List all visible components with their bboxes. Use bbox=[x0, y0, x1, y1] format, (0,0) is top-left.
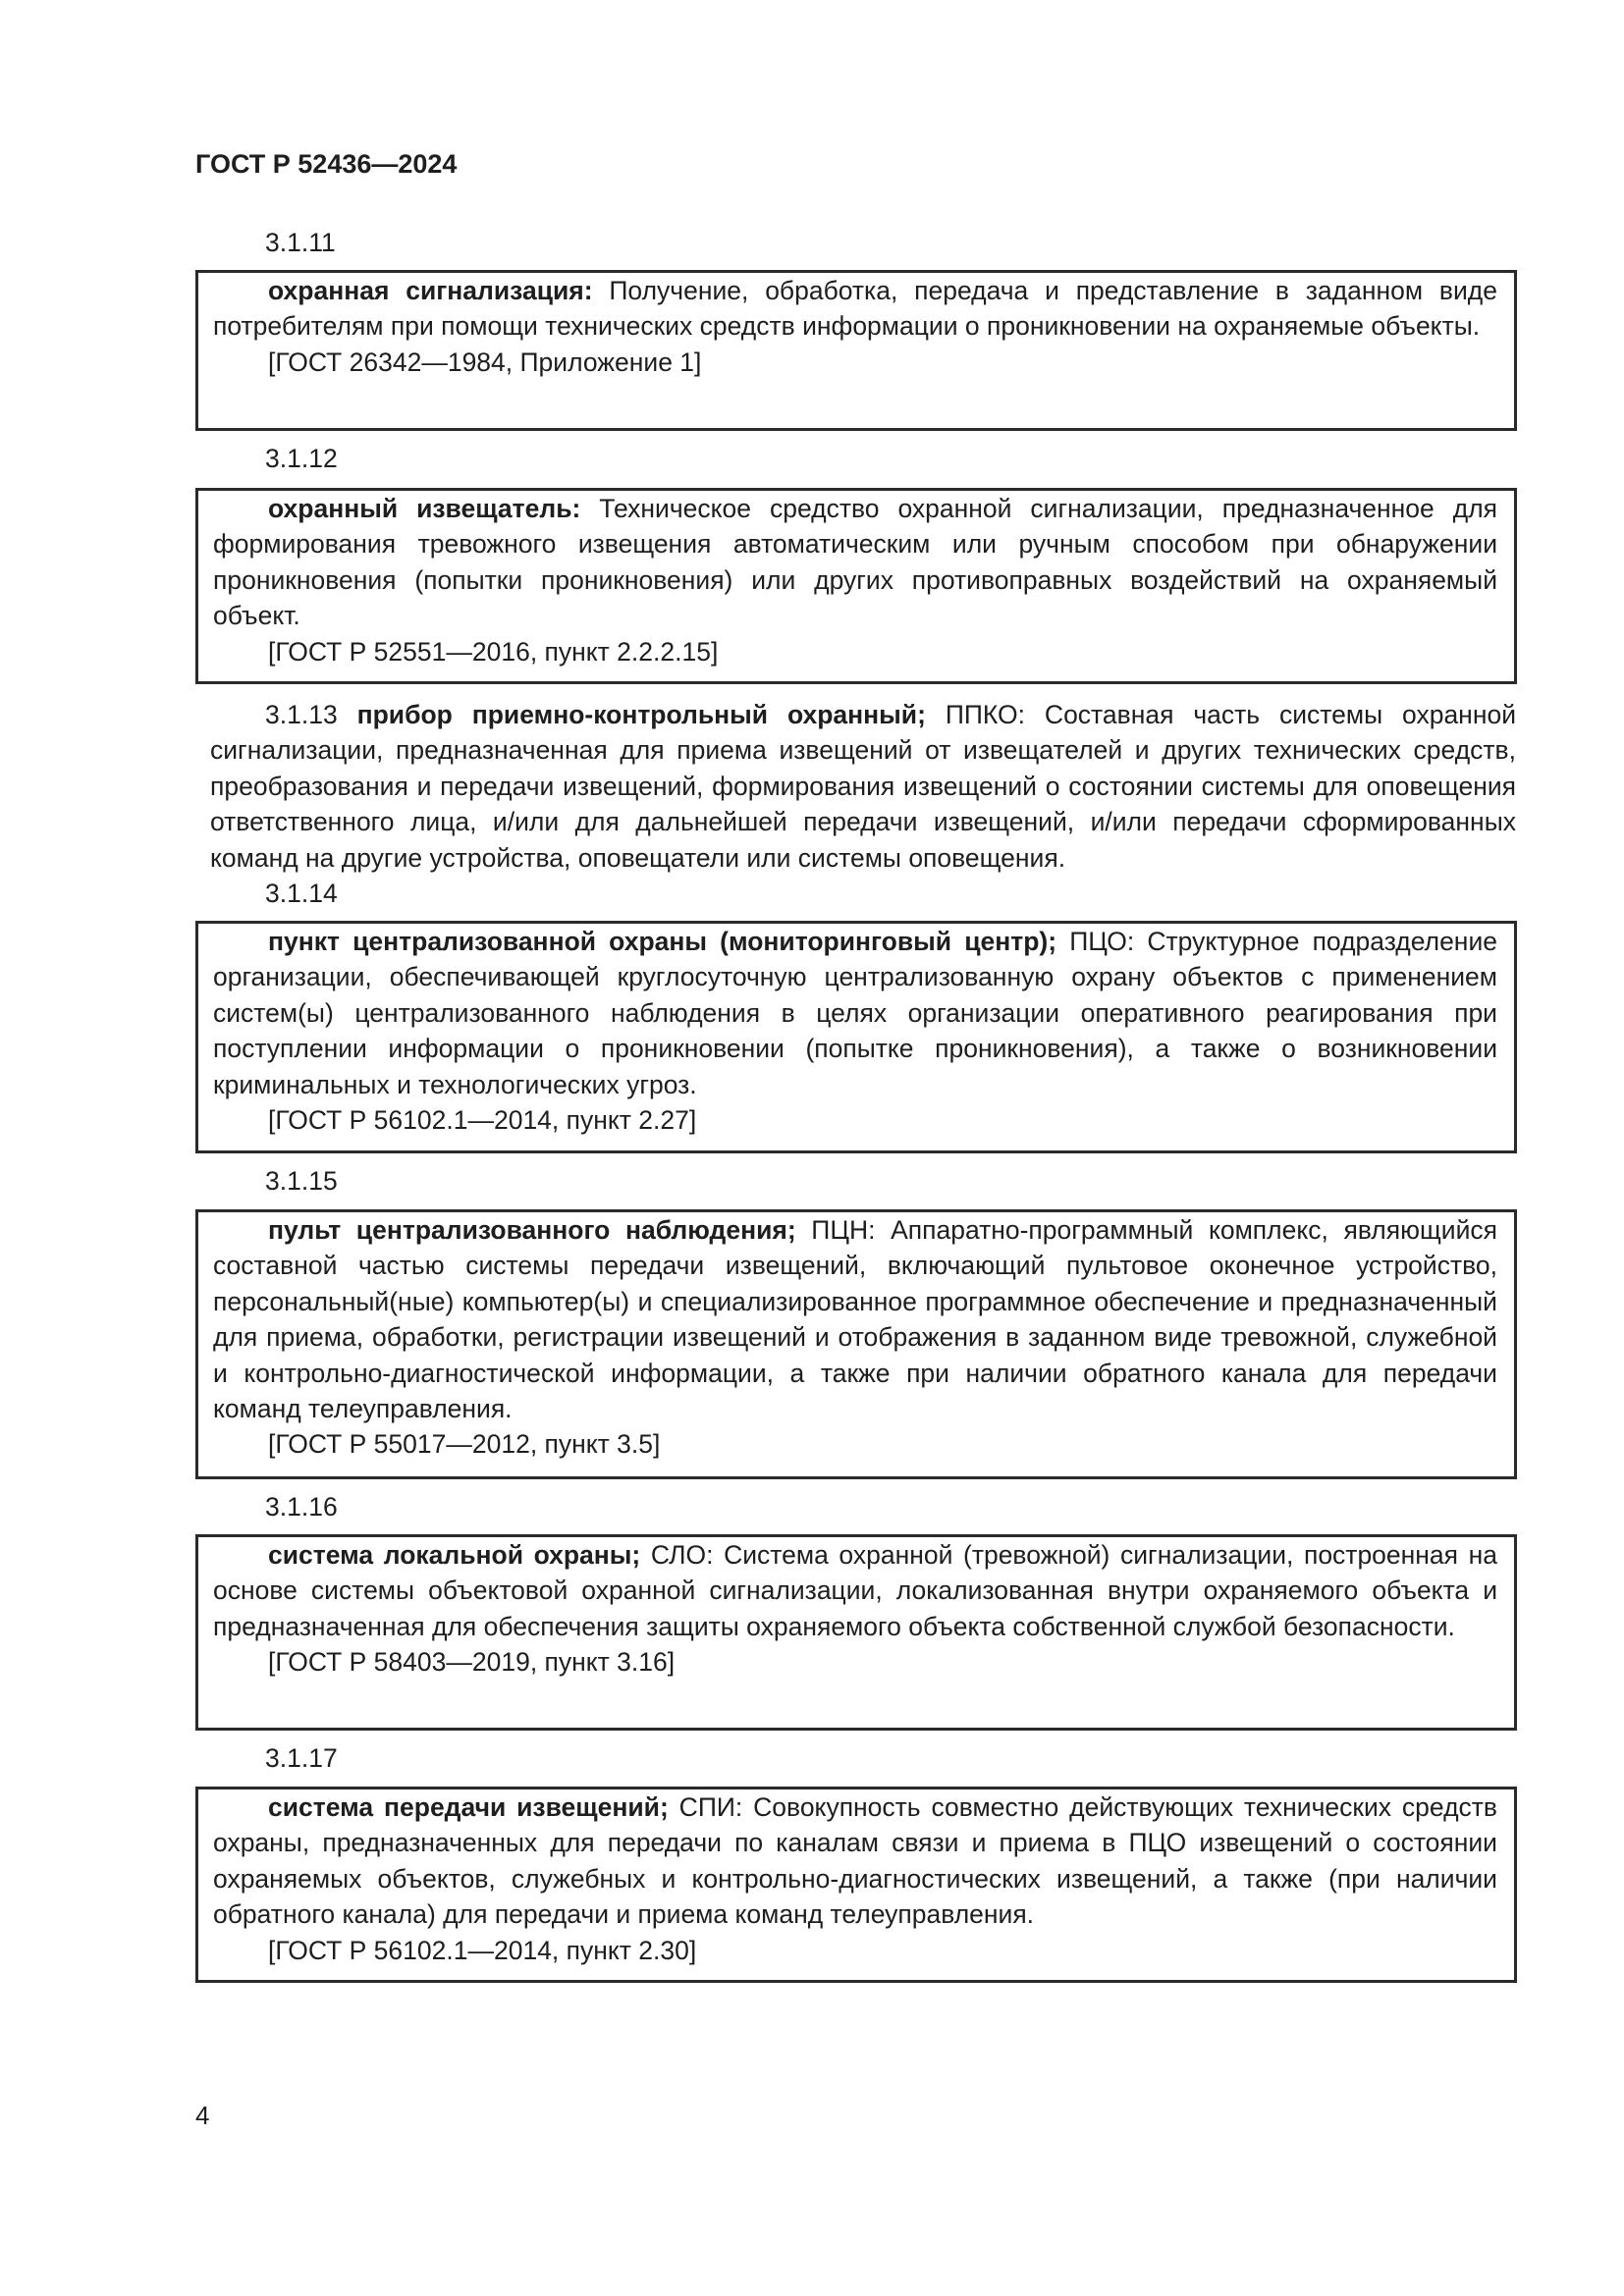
definition-body: СПИ: Совокупность совместно действующих технических средств охраны, предназначенных для передачи по каналам связи и приема в ПЦО извещений о состоянии охраняемых объектов, служебных и контрольно-диагностических извещений, а также (при наличии обратного канала) для передачи и приема команд телеуправления. bbox=[213, 1792, 1497, 1930]
term: охранный извещатель: bbox=[268, 494, 581, 523]
source-reference: [ГОСТ Р 56102.1—2014, пункт 2.27] bbox=[268, 1105, 697, 1136]
term: охранная сигнализация: bbox=[268, 276, 593, 305]
entry-number: 3.1.16 bbox=[265, 1492, 338, 1522]
definition-box bbox=[195, 921, 1517, 1153]
source-reference: [ГОСТ Р 55017—2012, пункт 3.5] bbox=[268, 1429, 661, 1460]
definition-text bbox=[213, 924, 1497, 1102]
definition-body: ПЦО: Структурное подразделение организации, обеспечивающей круглосуточную централизованную охрану объектов с применением систем(ы) централизованного наблюдения в целях организации оперативного реагирования при поступлении информации о проникновении (попытке проникновения), а также о возникновении криминальных и технологических угроз. bbox=[213, 927, 1497, 1099]
term: прибор приемно-контрольный охранный; bbox=[356, 700, 926, 729]
page-number: 4 bbox=[195, 2101, 210, 2130]
definition-text bbox=[213, 1212, 1497, 1426]
definition-box bbox=[195, 270, 1517, 431]
entry-number: 3.1.13 bbox=[265, 700, 338, 729]
source-reference: [ГОСТ Р 56102.1—2014, пункт 2.30] bbox=[268, 1935, 697, 1965]
term: пульт централизованного наблюдения; bbox=[268, 1215, 796, 1245]
definition-text bbox=[213, 273, 1497, 345]
definition-body: СЛО: Система охранной (тревожной) сигнализации, построенная на основе системы объектовой охранной сигнализации, локализованная внутри охраняемого объекта и предназначенная для обеспечения защиты охраняемого объекта собственной службой безопасности. bbox=[213, 1540, 1497, 1641]
definition-body: ПЦН: Аппаратно-программный комплекс, являющийся составной частью системы передачи извещений, включающий пультовое оконечное устройство, персональный(ные) компьютер(ы) и специализированное программное обеспечение и предназначенный для приема, обработки, регистрации извещений и отображения в заданном виде тревожной, служебной и контрольно-диагностической информации, а также при наличии обратного канала для передачи команд телеуправления. bbox=[213, 1215, 1498, 1424]
definition-text bbox=[213, 1537, 1497, 1644]
definition-body: ППКО: Составная часть системы охранной сигнализации, предназначенная для приема извещений от извещателей и других технических средств, преобразования и передачи извещений, формирования извещений о состоянии системы для оповещения ответственного лица, и/или для дальнейшей передачи извещений, и/или передачи сформированных команд на другие устройства, оповещатели или системы оповещения. bbox=[210, 700, 1516, 873]
entry-number: 3.1.15 bbox=[265, 1166, 338, 1196]
definition-body: Получение, обработка, передача и представление в заданном виде потребителям при помощи технических средств информации о проникновении на охраняемые объекты. bbox=[213, 276, 1497, 342]
definition-box bbox=[195, 1787, 1517, 1983]
term: система локальной охраны; bbox=[268, 1540, 641, 1570]
document-header: ГОСТ Р 52436—2024 bbox=[195, 149, 458, 179]
term: пункт централизованной охраны (мониторинговый центр); bbox=[268, 927, 1057, 956]
source-reference: [ГОСТ Р 58403—2019, пункт 3.16] bbox=[268, 1647, 676, 1678]
term: система передачи извещений; bbox=[268, 1792, 669, 1822]
entry-number: 3.1.11 bbox=[265, 228, 336, 257]
source-reference: [ГОСТ 26342—1984, Приложение 1] bbox=[268, 347, 702, 377]
entry-number: 3.1.14 bbox=[265, 879, 338, 908]
definition-text bbox=[213, 1789, 1497, 1933]
source-reference: [ГОСТ Р 52551—2016, пункт 2.2.2.15] bbox=[268, 636, 719, 667]
definition-box bbox=[195, 1534, 1517, 1731]
entry-number: 3.1.12 bbox=[265, 444, 338, 473]
definition-box bbox=[195, 1209, 1517, 1479]
definition-text bbox=[210, 697, 1516, 876]
definition-body: Техническое средство охранной сигнализации, предназначенное для формирования тревожного извещения автоматическим или ручным способом при обнаружении проникновения (попытки проникновения) или других противоправных воздействий на охраняемый объект. bbox=[213, 494, 1498, 631]
definition-text bbox=[213, 491, 1497, 634]
entry-number: 3.1.17 bbox=[265, 1743, 338, 1773]
definition-box bbox=[195, 488, 1517, 684]
